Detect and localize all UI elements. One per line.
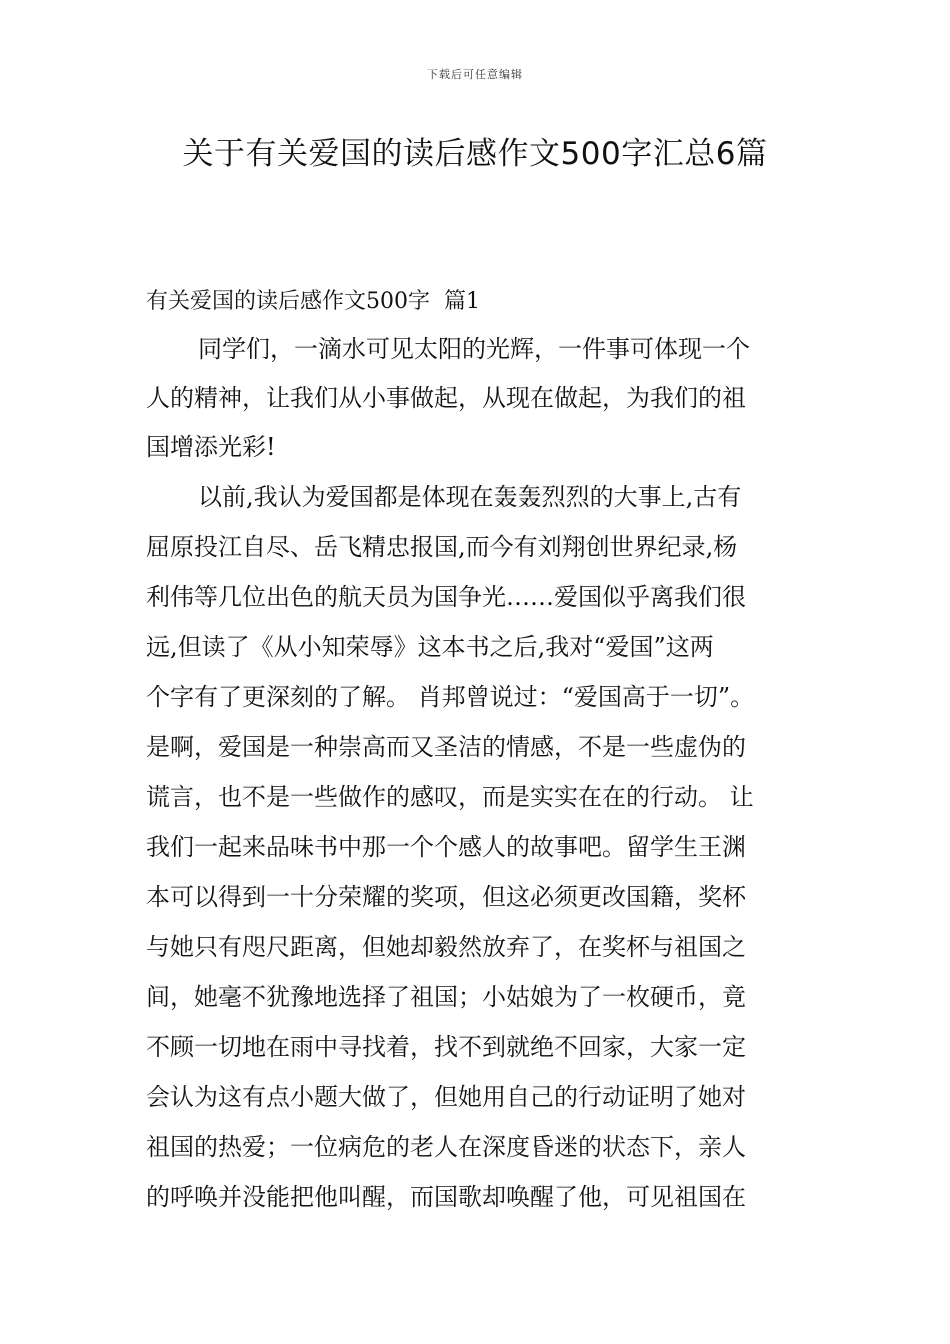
- paragraph-line: 会认为这有点小题大做了，但她用自己的行动证明了她对: [146, 1083, 746, 1111]
- paragraph-line: 是啊，爱国是一种崇高而又圣洁的情感，不是一些虚伪的: [146, 733, 746, 761]
- paragraph-line: 的呼唤并没能把他叫醒，而国歌却唤醒了他，可见祖国在: [146, 1183, 746, 1211]
- paragraph-line: 间，她毫不犹豫地选择了祖国；小姑娘为了一枚硬币，竟: [146, 983, 746, 1011]
- paragraph-line: 不顾一切地在雨中寻找着，找不到就绝不回家，大家一定: [146, 1033, 746, 1061]
- paragraph-line: 谎言，也不是一些做作的感叹，而是实实在在的行动。 让: [146, 783, 754, 811]
- paragraph-line: 本可以得到一十分荣耀的奖项，但这必须更改国籍，奖杯: [146, 883, 746, 911]
- paragraph-line: 屈原投江自尽、岳飞精忠报国,而今有刘翔创世界纪录,杨: [146, 533, 738, 561]
- section-title: 有关爱国的读后感作文500字 篇1: [146, 289, 480, 314]
- paragraph-line: 我们一起来品味书中那一个个感人的故事吧。留学生王渊: [146, 833, 746, 861]
- document-title: 关于有关爱国的读后感作文500字汇总6篇: [182, 136, 768, 172]
- paragraph-line: 祖国的热爱；一位病危的老人在深度昏迷的状态下，亲人: [146, 1133, 746, 1161]
- paragraph-line: 同学们，一滴水可见太阳的光辉，一件事可体现一个: [198, 335, 750, 363]
- paragraph-line: 国增添光彩!: [146, 433, 276, 461]
- paragraph-line: 人的精神，让我们从小事做起，从现在做起，为我们的祖: [146, 384, 746, 412]
- paragraph-line: 与她只有咫尺距离，但她却毅然放弃了，在奖杯与祖国之: [146, 933, 746, 961]
- paragraph-line: 个字有了更深刻的了解。 肖邦曾说过：“爱国高于一切”。: [146, 683, 755, 711]
- paragraph-line: 利伟等几位出色的航天员为国争光……爱国似乎离我们很: [146, 583, 746, 611]
- paragraph-line: 远,但读了《从小知荣辱》这本书之后,我对“爱国”这两: [146, 633, 714, 661]
- paragraph-line: 以前,我认为爱国都是体现在轰轰烈烈的大事上,古有: [198, 483, 742, 511]
- download-note: 下载后可任意编辑: [427, 68, 523, 81]
